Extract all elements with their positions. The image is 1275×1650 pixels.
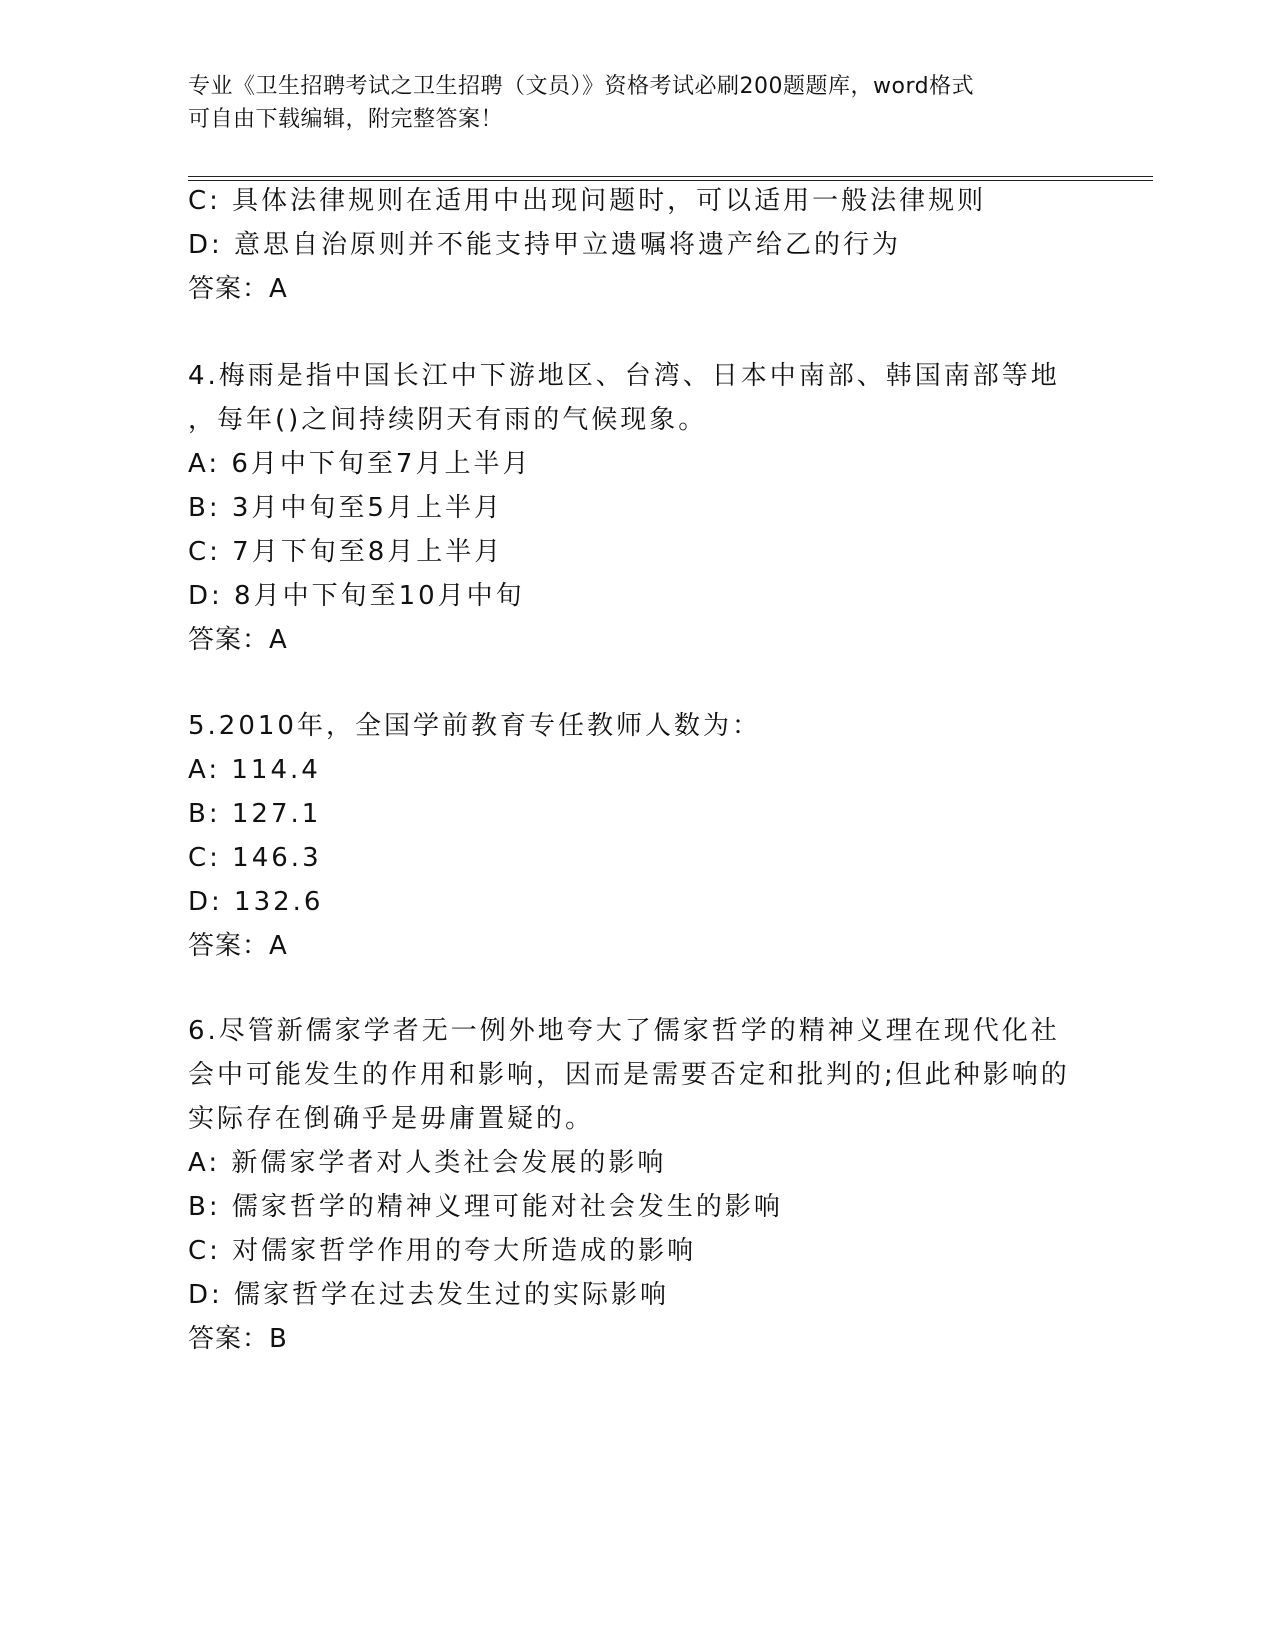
q5-option-a: A: 114.4	[188, 755, 321, 785]
q4-option-d: D: 8月中下旬至10月中旬	[188, 581, 525, 611]
q5-option-b: B: 127.1	[188, 799, 322, 829]
header-title-line-1: 专业《卫生招聘考试之卫生招聘（文员）》资格考试必刷200题题库，word格式	[188, 74, 975, 99]
header-title-line-2: 可自由下载编辑，附完整答案！	[188, 107, 504, 132]
q6-option-a: A: 新儒家学者对人类社会发展的影响	[188, 1148, 667, 1178]
q6-stem-line-3: 实际存在倒确乎是毋庸置疑的。	[188, 1104, 595, 1134]
q5-answer: 答案：A	[188, 931, 288, 961]
q5-option-d: D: 132.6	[188, 887, 324, 917]
q6-stem-line-2: 会中可能发生的作用和影响，因而是需要否定和批判的;但此种影响的	[188, 1060, 1070, 1090]
q6-option-d: D: 儒家哲学在过去发生过的实际影响	[188, 1280, 670, 1310]
q6-answer: 答案：B	[188, 1324, 288, 1354]
q3-answer: 答案：A	[188, 274, 288, 304]
document-header	[188, 70, 1088, 136]
q4-stem-line-2: ，每年()之间持续阴天有雨的气候现象。	[188, 405, 708, 435]
q6-option-c: C: 对儒家哲学作用的夸大所造成的影响	[188, 1236, 697, 1266]
q4-option-a: A: 6月中下旬至7月上半月	[188, 449, 532, 479]
q6-option-b: B: 儒家哲学的精神义理可能对社会发生的影响	[188, 1192, 783, 1222]
q5-stem-line-1: 5.2010年，全国学前教育专任教师人数为：	[188, 711, 761, 741]
q3-option-d: D: 意思自治原则并不能支持甲立遗嘱将遗产给乙的行为	[188, 230, 902, 260]
q5-option-c: C: 146.3	[188, 843, 322, 873]
q6-stem-line-1: 6.尽管新儒家学者无一例外地夸大了儒家哲学的精神义理在现代化社	[188, 1016, 1060, 1046]
q4-answer: 答案：A	[188, 625, 288, 655]
q4-stem-line-1: 4.梅雨是指中国长江中下游地区、台湾、日本中南部、韩国南部等地	[188, 361, 1060, 391]
q4-option-c: C: 7月下旬至8月上半月	[188, 537, 504, 567]
q4-option-b: B: 3月中旬至5月上半月	[188, 493, 503, 523]
header-divider	[188, 176, 1153, 181]
q3-option-c: C: 具体法律规则在适用中出现问题时，可以适用一般法律规则	[188, 186, 987, 216]
